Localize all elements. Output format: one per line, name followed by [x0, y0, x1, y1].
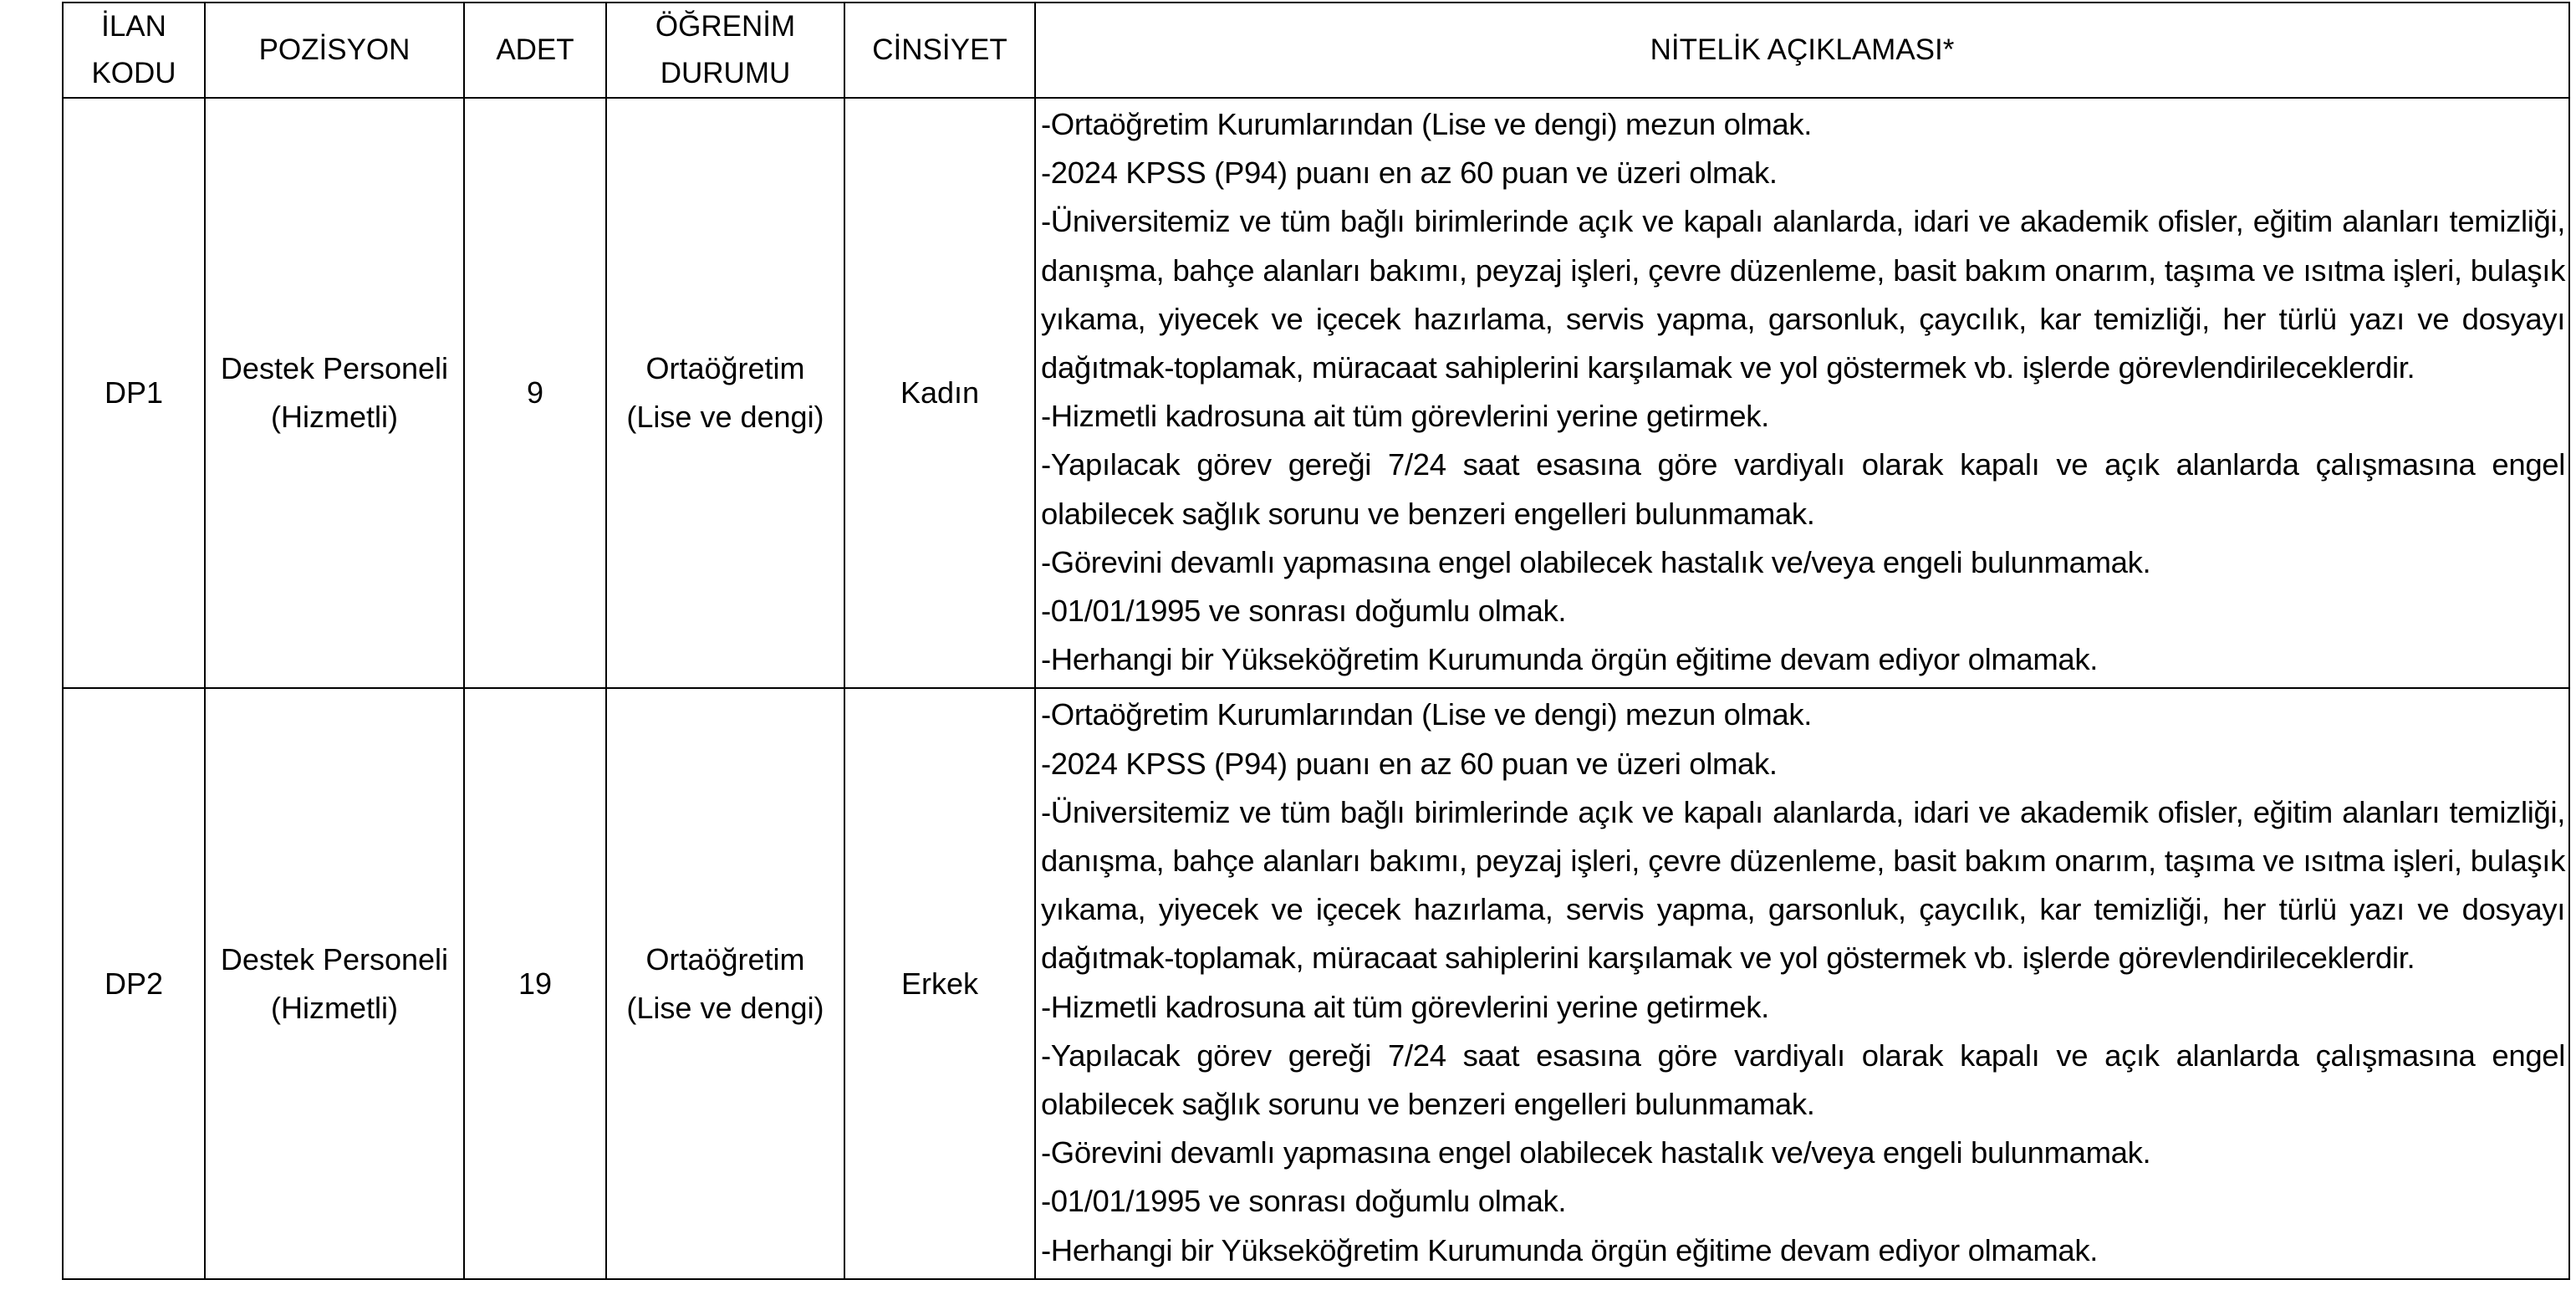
- requirement-item: -Herhangi bir Yükseköğretim Kurumunda örgün eğitime devam ediyor olmamak.: [1041, 1232, 2099, 1267]
- header-cinsiyet: CİNSİYET: [844, 3, 1035, 98]
- requirement-item: -Hizmetli kadrosuna ait tüm görevlerini yerine getirmek.: [1041, 989, 1769, 1024]
- requirement-item: -Görevini devamlı yapmasına engel olabilecek hastalık ve/veya engeli bulunmamak.: [1041, 1135, 2151, 1170]
- row-requirements: [1035, 688, 2569, 1278]
- table-row: [63, 98, 2569, 688]
- requirement-item: -2024 KPSS (P94) puanı en az 60 puan ve üzeri olmak.: [1041, 746, 1778, 781]
- requirement-item: -Üniversitemiz ve tüm bağlı birimlerinde açık ve kapalı alanlarda, idari ve akademik ofisler, eğitim alanları temizliği, danışma, bahçe alanları bakımı, peyzaj işleri, çevre düzenleme, basit bakım onarım, taşıma ve ısıtma işleri, bulaşık yıkama, yiyecek ve içecek hazırlama, servis yapma, garsonluk, çaycılık, kar temizliği, her türlü yazı ve dosyayı dağıtmak-toplamak, müracaat sahiplerini karşılamak ve yol göstermek vb. işlerde görevlendirileceklerdir.: [1041, 794, 2565, 976]
- row-code: DP1: [63, 98, 205, 688]
- header-nitelik-aciklamasi: NİTELİK AÇIKLAMASI*: [1035, 3, 2569, 98]
- table-row: [63, 688, 2569, 1278]
- row-gender: Erkek: [844, 688, 1035, 1278]
- row-education: [606, 98, 844, 688]
- header-pozisyon: POZİSYON: [205, 3, 464, 98]
- requirement-item: -Görevini devamlı yapmasına engel olabilecek hastalık ve/veya engeli bulunmamak.: [1041, 544, 2151, 579]
- row-position-line1: Destek Personeli: [220, 941, 449, 976]
- job-listing-table: [62, 2, 2570, 1280]
- requirement-item: -Üniversitemiz ve tüm bağlı birimlerinde açık ve kapalı alanlarda, idari ve akademik ofisler, eğitim alanları temizliği, danışma, bahçe alanları bakımı, peyzaj işleri, çevre düzenleme, basit bakım onarım, taşıma ve ısıtma işleri, bulaşık yıkama, yiyecek ve içecek hazırlama, servis yapma, garsonluk, çaycılık, kar temizliği, her türlü yazı ve dosyayı dağıtmak-toplamak, müracaat sahiplerini karşılamak ve yol göstermek vb. işlerde görevlendirileceklerdir.: [1041, 204, 2565, 385]
- requirement-item: -Hizmetli kadrosuna ait tüm görevlerini yerine getirmek.: [1041, 399, 1769, 434]
- row-count: 19: [464, 688, 606, 1278]
- row-education-line2: (Lise ve dengi): [626, 400, 824, 435]
- header-ilan-kodu: [63, 3, 205, 98]
- row-position-line1: Destek Personeli: [220, 351, 449, 386]
- requirement-item: -2024 KPSS (P94) puanı en az 60 puan ve üzeri olmak.: [1041, 156, 1778, 191]
- row-position-line2: (Hizmetli): [271, 400, 398, 435]
- row-position: [205, 688, 464, 1278]
- requirement-item: -Yapılacak görev gereği 7/24 saat esasına göre vardiyalı olarak kapalı ve açık alanlarda çalışmasına engel olabilecek sağlık sorunu ve benzeri engelleri bulunmamak.: [1041, 447, 2565, 531]
- table-header-row: [63, 3, 2569, 98]
- row-code: DP2: [63, 688, 205, 1278]
- row-position-line2: (Hizmetli): [271, 990, 398, 1025]
- row-education-line1: Ortaöğretim: [645, 941, 805, 976]
- requirement-item: -01/01/1995 ve sonrası doğumlu olmak.: [1041, 594, 1567, 629]
- header-ogrenim-line1: ÖĞRENİM: [655, 10, 796, 43]
- header-ilan-kodu-line2: KODU: [91, 57, 176, 89]
- requirement-item: -Ortaöğretim Kurumlarından (Lise ve dengi) mezun olmak.: [1041, 107, 1813, 141]
- row-gender: Kadın: [844, 98, 1035, 688]
- row-count: 9: [464, 98, 606, 688]
- header-ilan-kodu-line1: İLAN: [101, 10, 166, 43]
- requirement-item: -01/01/1995 ve sonrası doğumlu olmak.: [1041, 1184, 1567, 1219]
- row-education-line1: Ortaöğretim: [645, 351, 805, 386]
- header-adet: ADET: [464, 3, 606, 98]
- header-ogrenim-line2: DURUMU: [660, 57, 791, 89]
- row-education-line2: (Lise ve dengi): [626, 990, 824, 1025]
- row-position: [205, 98, 464, 688]
- requirement-item: -Herhangi bir Yükseköğretim Kurumunda örgün eğitime devam ediyor olmamak.: [1041, 642, 2099, 677]
- requirement-item: -Yapılacak görev gereği 7/24 saat esasına göre vardiyalı olarak kapalı ve açık alanlarda çalışmasına engel olabilecek sağlık sorunu ve benzeri engelleri bulunmamak.: [1041, 1038, 2565, 1122]
- header-ogrenim-durumu: [606, 3, 844, 98]
- row-education: [606, 688, 844, 1278]
- requirement-item: -Ortaöğretim Kurumlarından (Lise ve dengi) mezun olmak.: [1041, 697, 1813, 732]
- row-requirements: [1035, 98, 2569, 688]
